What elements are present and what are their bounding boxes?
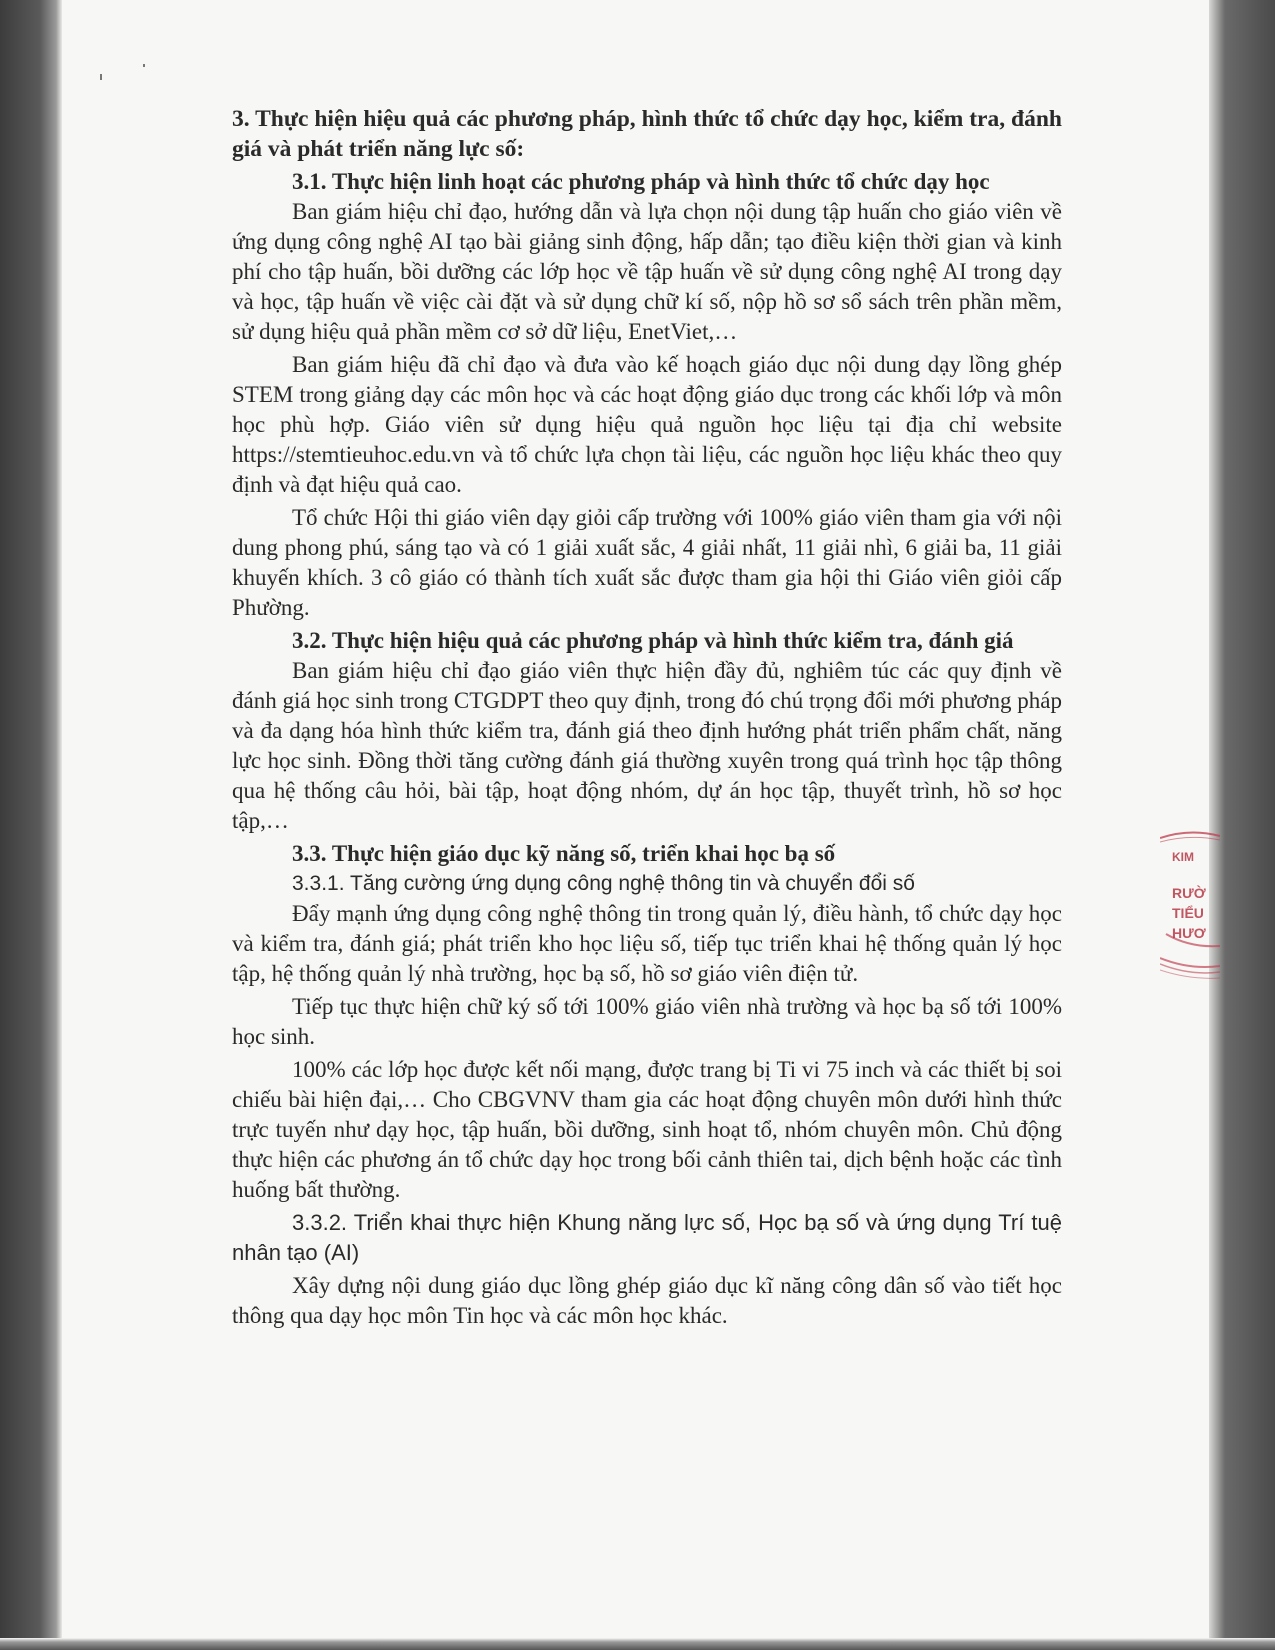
paragraph: Đẩy mạnh ứng dụng công nghệ thông tin trong quản lý, điều hành, tổ chức dạy học và kiểm tra, đánh giá; phát triển kho học liệu số, tiếp tục triển khai hệ thống quản lý học tập, hệ thống quản lý nhà trường, học bạ số, hồ sơ giáo viên điện tử. xyxy=(232,901,1062,986)
subsection-title-3-1: 3.1. Thực hiện linh hoạt các phương pháp và hình thức tổ chức dạy học xyxy=(292,169,990,194)
scan-bottom-edge xyxy=(0,1638,1275,1650)
paragraph: Ban giám hiệu đã chỉ đạo và đưa vào kế hoạch giáo dục nội dung dạy lồng ghép STEM trong giảng dạy các môn học và các hoạt động giáo dục trong các khối lớp và môn học phù hợp. Giáo viên sử dụng hiệu quả nguồn học liệu tại địa chỉ website https://stemtieuhoc.edu.vn và tổ chức lựa chọn tài liệu, các nguồn học liệu khác theo quy định và đạt hiệu quả cao. xyxy=(232,352,1062,497)
scan-left-edge xyxy=(0,0,62,1650)
paragraph: Xây dựng nội dung giáo dục lồng ghép giáo dục kĩ năng công dân số vào tiết học thông qua dạy học môn Tin học và các môn học khác. xyxy=(232,1273,1062,1328)
scan-speck xyxy=(100,74,102,80)
section-heading: 3. Thực hiện hiệu quả các phương pháp, hình thức tổ chức dạy học, kiểm tra, đánh giá và phát triển năng lực số: xyxy=(232,106,1062,162)
paragraph: Tiếp tục thực hiện chữ ký số tới 100% giáo viên nhà trường và học bạ số tới 100% học sinh. xyxy=(232,994,1062,1049)
sub-subsection-title-3-3-1: 3.3.1. Tăng cường ứng dụng công nghệ thông tin và chuyển đổi số xyxy=(292,872,915,895)
scan-right-edge xyxy=(1209,0,1275,1650)
paragraph: Ban giám hiệu chỉ đạo giáo viên thực hiện đầy đủ, nghiêm túc các quy định về đánh giá học sinh trong CTGDPT theo quy định, trong đó chú trọng đổi mới phương pháp và đa dạng hóa hình thức kiểm tra, đánh giá theo định hướng phát triển phẩm chất, năng lực học sinh. Đồng thời tăng cường đánh giá thường xuyên trong quá trình học tập thông qua hệ thống câu hỏi, bài tập, hoạt động nhóm, dự án học tập, thuyết trình, hồ sơ học tập,… xyxy=(232,658,1062,833)
paragraph: Ban giám hiệu chỉ đạo, hướng dẫn và lựa chọn nội dung tập huấn cho giáo viên về ứng dụng công nghệ AI tạo bài giảng sinh động, hấp dẫn; tạo điều kiện thời gian và kinh phí cho tập huấn, bồi dưỡng các lớp học về tập huấn về sử dụng công nghệ AI trong dạy và học, tập huấn về việc cài đặt và sử dụng chữ kí số, nộp hồ sơ sổ sách trên phần mềm, sử dụng hiệu quả phần mềm cơ sở dữ liệu, EnetViet,… xyxy=(232,199,1062,344)
sub-subsection-title-3-3-2: 3.3.2. Triển khai thực hiện Khung năng lực số, Học bạ số và ứng dụng Trí tuệ nhân tạo (AI) xyxy=(232,1210,1062,1265)
document-page xyxy=(232,104,1062,1331)
paragraph: Tổ chức Hội thi giáo viên dạy giỏi cấp trường với 100% giáo viên tham gia với nội dung phong phú, sáng tạo và có 1 giải xuất sắc, 4 giải nhất, 11 giải nhì, 6 giải ba, 11 giải khuyến khích. 3 cô giáo có thành tích xuất sắc được tham gia hội thi Giáo viên giỏi cấp Phường. xyxy=(232,505,1062,620)
subsection-title-3-3: 3.3. Thực hiện giáo dục kỹ năng số, triển khai học bạ số xyxy=(292,841,836,866)
subsection-title-3-2: 3.2. Thực hiện hiệu quả các phương pháp và hình thức kiểm tra, đánh giá xyxy=(292,628,1014,653)
paragraph: 100% các lớp học được kết nối mạng, được trang bị Ti vi 75 inch và các thiết bị soi chiếu bài hiện đại,… Cho CBGVNV tham gia các hoạt động chuyên môn dưới hình thức trực tuyến như dạy học, tập huấn, bồi dưỡng, sinh hoạt tổ, nhóm chuyên môn. Chủ động thực hiện các phương án tổ chức dạy học trong bối cảnh thiên tai, dịch bệnh hoặc các tình huống bất thường. xyxy=(232,1057,1062,1202)
scan-speck xyxy=(143,64,145,67)
stamp-lettering: KIM RƯỜ TIỂU HƯƠ xyxy=(1172,850,1206,941)
